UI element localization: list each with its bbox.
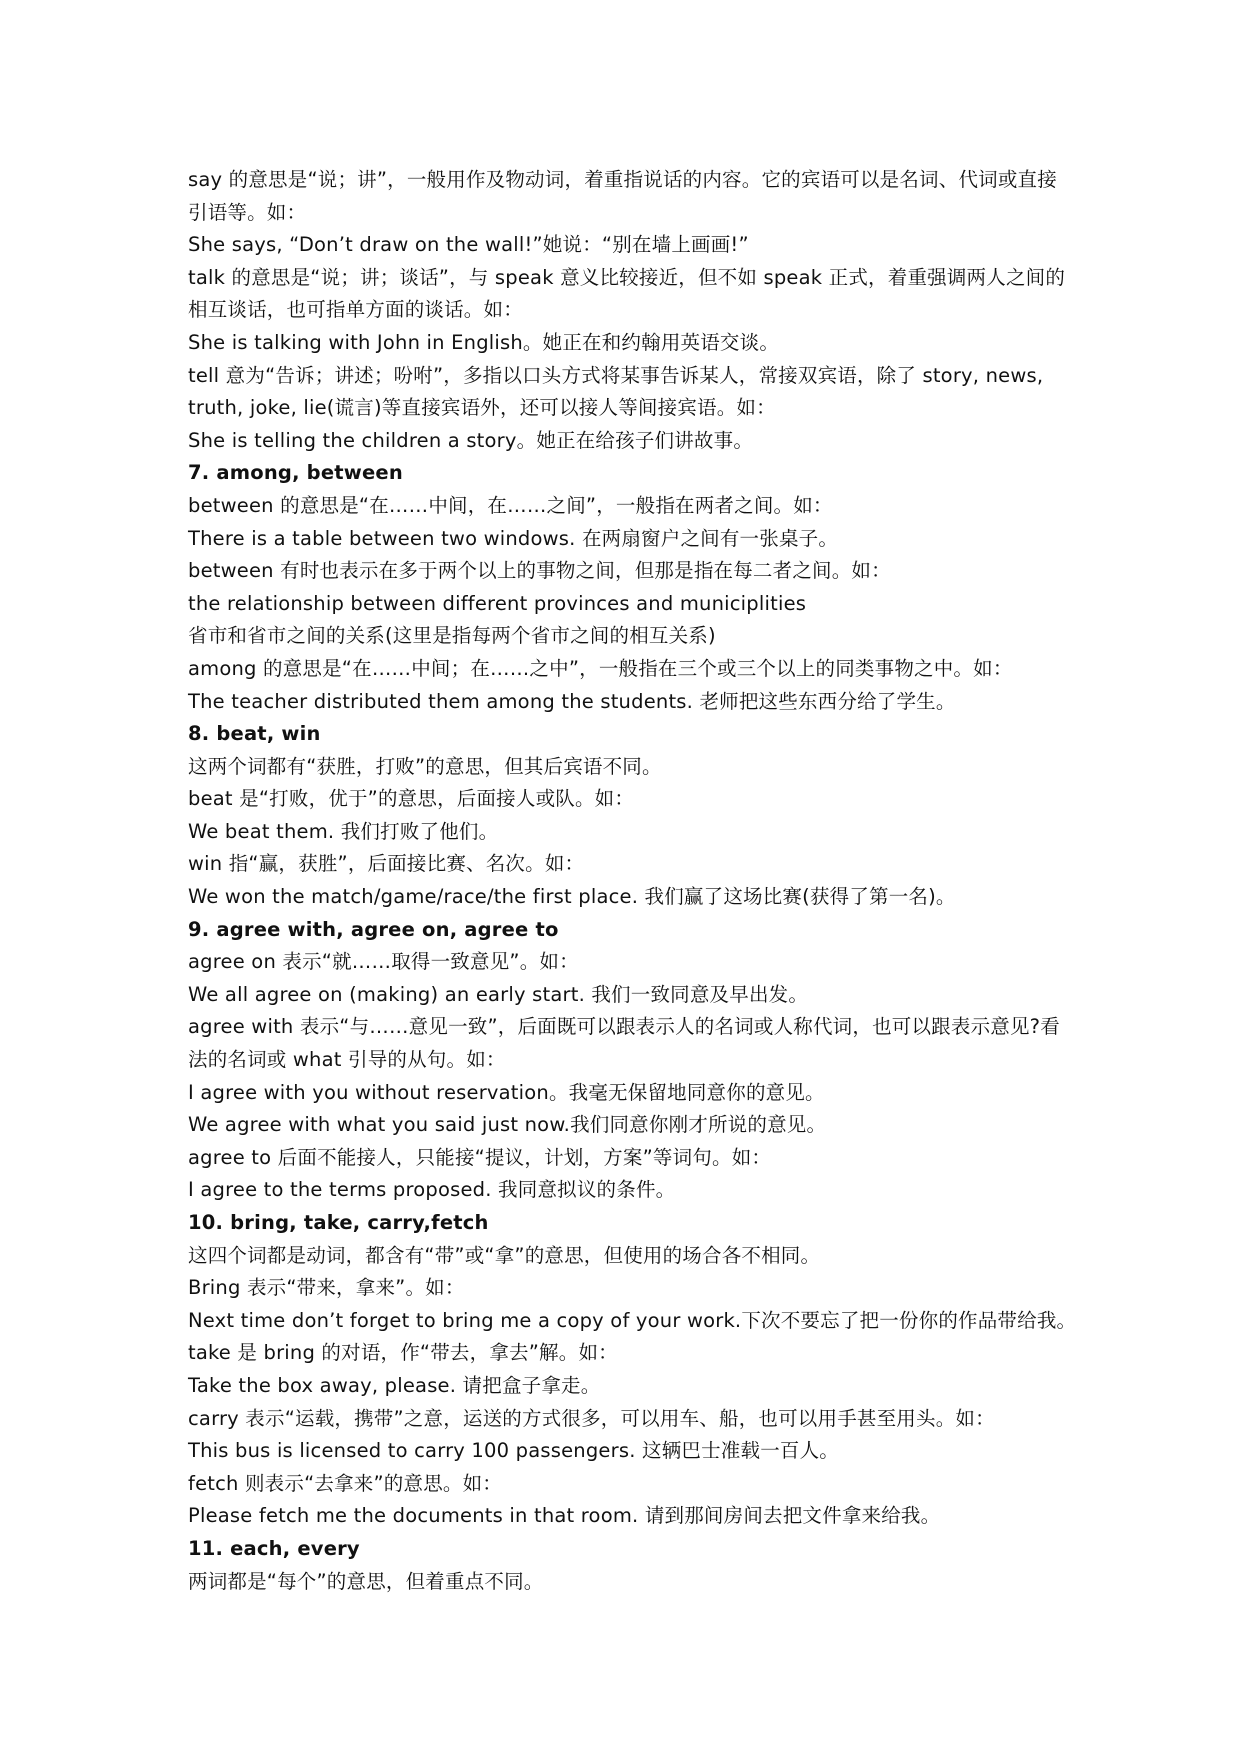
text-line: We beat them. 我们打败了他们。: [188, 819, 499, 843]
text-line: 这四个词都是动词，都含有“带”或“拿”的意思，但使用的场合各不相同。: [188, 1243, 821, 1267]
text-line: 法的名词或 what 引导的从句。如：: [188, 1048, 506, 1072]
text-line: agree on 表示“就……取得一致意见”。如：: [188, 950, 579, 974]
text-line: take 是 bring 的对语，作“带去，拿去”解。如：: [188, 1341, 618, 1365]
text-line: Take the box away, please. 请把盒子拿走。: [188, 1373, 601, 1397]
text-line: We won the match/game/race/the first place. 我们赢了这场比赛(获得了第一名)。: [188, 885, 956, 909]
text-line: win 指“赢，获胜”，后面接比赛、名次。如：: [188, 852, 585, 876]
text-line: between 的意思是“在……中间，在……之间”，一般指在两者之间。如：: [188, 493, 833, 517]
text-line: say 的意思是“说；讲”，一般用作及物动词，着重指说话的内容。它的宾语可以是名词、代词或直接: [188, 168, 1057, 191]
text-line: 引语等。如：: [188, 200, 307, 224]
section-heading: 11. each, every: [188, 1536, 360, 1560]
text-line: 这两个词都有“获胜，打败”的意思，但其后宾语不同。: [188, 754, 662, 778]
text-line: Bring 表示“带来，拿来”。如：: [188, 1276, 465, 1300]
text-line: This bus is licensed to carry 100 passengers. 这辆巴士准载一百人。: [188, 1439, 840, 1463]
text-line: I agree to the terms proposed. 我同意拟议的条件。: [188, 1178, 676, 1202]
text-line: 省市和省市之间的关系(这里是指每两个省市之间的相互关系): [188, 624, 716, 648]
text-line: There is a table between two windows. 在两扇窗户之间有一张桌子。: [188, 526, 839, 550]
text-line: Next time don’t forget to bring me a copy of your work.下次不要忘了把一份你的作品带给我。: [188, 1308, 1077, 1332]
text-line: She is telling the children a story。她正在给孩子们讲故事。: [188, 428, 754, 452]
text-line: agree with 表示“与……意见一致”，后面既可以跟表示人的名词或人称代词，也可以跟表示意见?看: [188, 1015, 1060, 1039]
text-line: among 的意思是“在……中间；在……之中”，一般指在三个或三个以上的同类事物之中。如：: [188, 656, 1013, 680]
text-line: We agree with what you said just now.我们同意你刚才所说的意见。: [188, 1113, 827, 1137]
section-heading: 9. agree with, agree on, agree to: [188, 917, 559, 941]
text-line: truth, joke, lie(谎言)等直接宾语外，还可以接人等间接宾语。如：: [188, 396, 776, 420]
text-line: fetch 则表示“去拿来”的意思。如：: [188, 1471, 502, 1495]
text-line: Please fetch me the documents in that room. 请到那间房间去把文件拿来给我。: [188, 1504, 941, 1528]
section-heading: 10. bring, take, carry,fetch: [188, 1211, 489, 1234]
section-heading: 8. beat, win: [188, 722, 321, 746]
section-heading: 7. among, between: [188, 461, 403, 485]
text-line: She says, “Don’t draw on the wall!”她说：“别在墙上画画!”: [188, 233, 749, 257]
text-line: between 有时也表示在多于两个以上的事物之间，但那是指在每二者之间。如：: [188, 559, 891, 583]
text-line: tell 意为“告诉；讲述；吩咐”，多指以口头方式将某事告诉某人，常接双宾语，除了 story, news,: [188, 363, 1044, 387]
text-line: I agree with you without reservation。我毫无保留地同意你的意见。: [188, 1080, 825, 1104]
text-line: agree to 后面不能接人，只能接“提议，计划，方案”等词句。如：: [188, 1145, 772, 1169]
text-line: beat 是“打败，优于”的意思，后面接人或队。如：: [188, 787, 635, 811]
text-line: talk 的意思是“说；讲；谈话”，与 speak 意义比较接近，但不如 speak 正式，着重强调两人之间的: [188, 265, 1066, 289]
text-line: She is talking with John in English。她正在和约翰用英语交谈。: [188, 330, 780, 354]
text-line: 相互谈话，也可指单方面的谈话。如：: [188, 298, 523, 322]
document-body: [188, 164, 1088, 1598]
text-line: the relationship between different provinces and municiplities: [188, 591, 807, 615]
text-line: We all agree on (making) an early start. 我们一致同意及早出发。: [188, 982, 809, 1006]
text-line: 两词都是“每个”的意思，但着重点不同。: [188, 1569, 544, 1593]
text-line: The teacher distributed them among the students. 老师把这些东西分给了学生。: [188, 689, 956, 713]
text-line: carry 表示“运载，携带”之意，运送的方式很多，可以用车、船，也可以用手甚至用头。如：: [188, 1406, 995, 1430]
